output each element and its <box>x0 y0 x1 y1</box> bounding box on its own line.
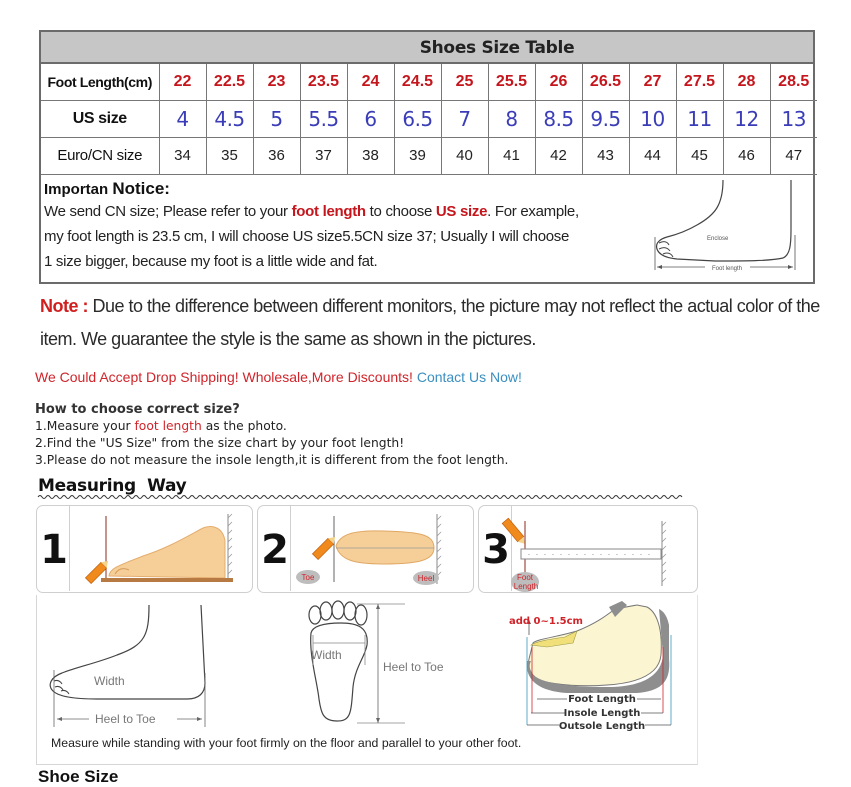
foot-length-cell: 27 <box>629 64 676 100</box>
us-size-cell: 9.5 <box>582 100 629 137</box>
sole-width-label: Width <box>311 648 342 662</box>
euro-size-cell: 38 <box>347 137 394 174</box>
row-label-euro-cn-size: Euro/CN size <box>41 137 159 174</box>
enclose-label: Enclose <box>707 235 729 242</box>
measuring-steps <box>36 505 698 593</box>
foot-length-cell: 26 <box>535 64 582 100</box>
how-to-title: How to choose correct size? <box>35 402 240 417</box>
how-to-section <box>35 402 508 469</box>
notice-text: to choose <box>365 202 436 220</box>
size-grid <box>41 64 817 175</box>
notice-title-big: Notice: <box>112 178 170 198</box>
shoe-cross-section-diagram <box>509 601 671 732</box>
foot-length-cell: 23.5 <box>300 64 347 100</box>
euro-size-cell: 46 <box>723 137 770 174</box>
step-number: 3 <box>479 506 512 591</box>
us-size-cell: 7 <box>441 100 488 137</box>
row-label-us-size: US size <box>41 100 159 137</box>
step-2-card <box>257 505 474 593</box>
insole-length-label: Insole Length <box>563 708 641 719</box>
size-table-title: Shoes Size Table <box>41 32 813 64</box>
foot-length-cell: 25.5 <box>488 64 535 100</box>
foot-length-cell: 24 <box>347 64 394 100</box>
euro-size-cell: 47 <box>770 137 817 174</box>
length-label: Length <box>513 582 539 591</box>
foot-length-cell: 27.5 <box>676 64 723 100</box>
us-size-cell: 4 <box>159 100 206 137</box>
us-size-cell: 12 <box>723 100 770 137</box>
highlight-us-size: US size <box>435 202 488 220</box>
euro-size-cell: 42 <box>535 137 582 174</box>
foot-length-cell: 28.5 <box>770 64 817 100</box>
row-us-size <box>41 100 817 137</box>
how-to-step-1 <box>35 418 508 435</box>
euro-size-cell: 39 <box>394 137 441 174</box>
row-foot-length <box>41 64 817 100</box>
side-foot-diagram <box>50 605 205 727</box>
euro-size-cell: 44 <box>629 137 676 174</box>
us-size-cell: 5 <box>253 100 300 137</box>
ruler-illustration <box>515 506 695 592</box>
measure-caption: Measure while standing with your foot firmly on the floor and parallel to your other foot. <box>51 736 522 750</box>
heel-label: Heel <box>417 574 435 583</box>
how-to-step-2: 2.Find the "US Size" from the size chart by your foot length! <box>35 436 405 450</box>
shoe-size-heading: Shoe Size <box>38 767 119 786</box>
euro-size-cell: 41 <box>488 137 535 174</box>
contact-us-link[interactable]: Contact Us Now! <box>416 369 522 385</box>
foot-length-cell: 22.5 <box>206 64 253 100</box>
measuring-way-heading <box>38 476 700 498</box>
notice-text: . For example, <box>487 202 579 220</box>
how-to-step-3: 3.Please do not measure the insole length,it is different from the foot length. <box>35 453 509 467</box>
outsole-length-label: Outsole Length <box>558 721 646 732</box>
us-size-cell: 8.5 <box>535 100 582 137</box>
foot-length-cell: 28 <box>723 64 770 100</box>
sole-diagram <box>309 601 444 723</box>
color-note <box>40 290 830 356</box>
size-table <box>39 30 815 284</box>
euro-size-cell: 34 <box>159 137 206 174</box>
highlight-foot-length: foot length <box>291 202 366 220</box>
side-width-label: Width <box>94 674 125 688</box>
step-number: 1 <box>37 506 70 591</box>
us-size-cell: 8 <box>488 100 535 137</box>
note-text: Due to the difference between different monitors, the picture may not reflect the actual color of the item. We guarantee the style is the same as shown in the pictures. <box>40 296 820 349</box>
foot-length-cell: 23 <box>253 64 300 100</box>
foot-length-label: Foot Length <box>568 694 636 705</box>
foot-against-wall-illustration <box>73 506 251 592</box>
note-label: Note : <box>40 296 88 316</box>
side-heel-to-toe-label: Heel to Toe <box>95 712 156 726</box>
foot-measurement-panel <box>36 595 698 765</box>
highlight-foot-length: foot length <box>134 419 202 433</box>
us-size-cell: 5.5 <box>300 100 347 137</box>
foot-length-cell: 25 <box>441 64 488 100</box>
foot-length-cell: 26.5 <box>582 64 629 100</box>
row-label-foot-length: Foot Length(cm) <box>41 64 159 100</box>
euro-size-cell: 35 <box>206 137 253 174</box>
euro-size-cell: 45 <box>676 137 723 174</box>
us-size-cell: 13 <box>770 100 817 137</box>
foot-label: Foot <box>516 573 534 582</box>
toe-label: Toe <box>301 573 315 582</box>
wavy-underline <box>38 494 700 500</box>
us-size-cell: 10 <box>629 100 676 137</box>
promo-text: We Could Accept Drop Shipping! Wholesale,More Discounts! <box>35 369 417 385</box>
us-size-cell: 11 <box>676 100 723 137</box>
step-number: 2 <box>258 506 291 591</box>
sole-heel-to-toe-label: Heel to Toe <box>383 660 444 674</box>
foot-top-view-illustration <box>294 506 472 592</box>
euro-size-cell: 40 <box>441 137 488 174</box>
notice-title-small: Importan <box>44 180 109 198</box>
euro-size-cell: 36 <box>253 137 300 174</box>
notice-text: We send CN size; Please refer to your <box>44 202 292 220</box>
foot-outline-illustration <box>645 175 805 275</box>
step-3-card <box>478 505 698 593</box>
euro-size-cell: 37 <box>300 137 347 174</box>
step-1-card <box>36 505 253 593</box>
notice-line-2: my foot length is 23.5 cm, I will choose US size5.5CN size 37; Usually I will choose <box>44 227 570 245</box>
foot-length-label: Foot length <box>711 265 743 272</box>
foot-length-cell: 24.5 <box>394 64 441 100</box>
measuring-way-title: Measuring Way <box>38 476 187 496</box>
important-notice <box>41 175 813 283</box>
promo-line <box>35 369 522 385</box>
foot-diagrams <box>37 595 699 735</box>
us-size-cell: 6.5 <box>394 100 441 137</box>
us-size-cell: 4.5 <box>206 100 253 137</box>
us-size-cell: 6 <box>347 100 394 137</box>
foot-length-cell: 22 <box>159 64 206 100</box>
step-text: as the photo. <box>201 419 287 433</box>
step-text: 1.Measure your <box>35 419 135 433</box>
row-euro-cn-size <box>41 137 817 174</box>
add-allowance-label: add 0~1.5cm <box>509 616 583 627</box>
notice-line-3: 1 size bigger, because my foot is a little wide and fat. <box>44 252 378 270</box>
euro-size-cell: 43 <box>582 137 629 174</box>
